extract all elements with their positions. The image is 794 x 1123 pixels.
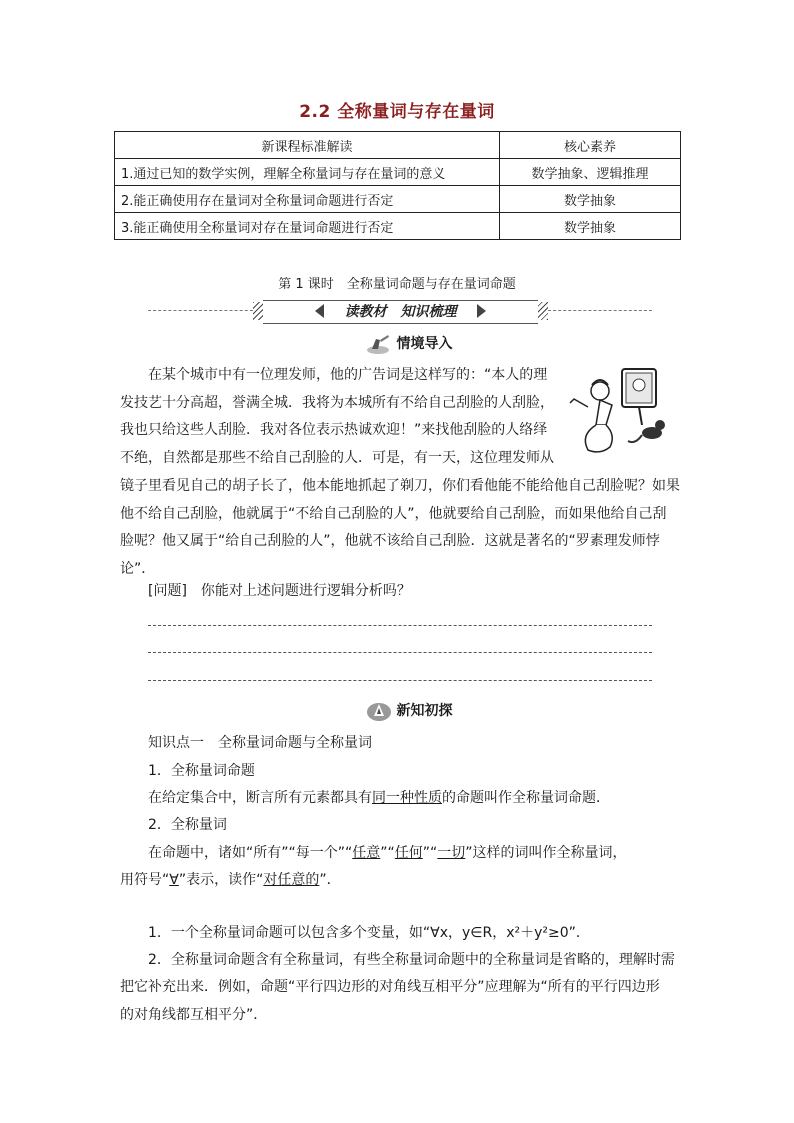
story-line: 他不给自己刮脸，他就属于“不给自己刮脸的人”，他就要给自己刮脸，而如果他给自己刮 — [120, 506, 667, 522]
story-line: 镜子里看见自己的胡子长了，他本能地抓起了剃刀，你们看他能不能给他自己刮脸呢？如果 — [120, 478, 680, 494]
table-row — [115, 159, 681, 186]
underlined-term: 任意 — [352, 845, 381, 861]
section-banner — [148, 298, 652, 324]
section-heading-scenario — [366, 333, 452, 355]
story-line: 我也只给这些人刮脸．我对各位表示热诚欢迎！”来找他刮脸的人络绎 — [120, 422, 548, 438]
definition-text: 用符号“∀”表示，读作“对任意的”． — [120, 872, 341, 888]
banner-left-dashline — [148, 310, 258, 311]
story-line: 不绝，自然都是那些不给自己刮脸的人．可是，有一天，这位理发师从 — [120, 450, 554, 466]
table-cell-standard: 3.能正确使用全称量词对存在量词命题进行否定 — [115, 213, 500, 240]
definition-text: 在命题中，诸如“所有”“每一个”“任意”“任何”“一切”这样的词叫作全称量词， — [148, 845, 627, 861]
definition-text: 在给定集合中，断言所有元素都具有同一种性质的命题叫作全称量词命题． — [148, 790, 610, 806]
table-cell-literacy: 数学抽象、逻辑推理 — [500, 159, 681, 186]
underlined-term: 对任意的 — [263, 872, 320, 888]
underlined-term: 同一种性质 — [372, 790, 442, 806]
note-text: 的对角线都互相平分”． — [120, 1007, 268, 1023]
section-title: 情境导入 — [396, 336, 453, 352]
table-row — [115, 213, 681, 240]
page-title: 2.2 全称量词与存在量词 — [299, 102, 495, 122]
table-header-literacy: 核心素养 — [500, 132, 681, 159]
table-header-standard: 新课程标准解读 — [115, 132, 500, 159]
banner-right-dashline — [543, 310, 652, 311]
sub-heading: 2．全称量词 — [148, 817, 227, 833]
underlined-term: ∀ — [169, 872, 179, 888]
underlined-term: 任何 — [394, 845, 423, 861]
standards-table — [114, 131, 681, 240]
pen-nib-icon — [366, 700, 392, 722]
answer-line — [148, 625, 652, 626]
underlined-term: 一切 — [437, 845, 466, 861]
section-title: 新知初探 — [396, 703, 453, 719]
sub-heading: 1．全称量词命题 — [148, 763, 255, 779]
table-cell-literacy: 数学抽象 — [500, 186, 681, 213]
knowledge-point-heading: 知识点一 全称量词命题与全称量词 — [148, 735, 372, 751]
writing-hand-icon — [366, 333, 392, 355]
story-line: 脸呢？他又属于“给自己刮脸的人”，他就不该给自己刮脸．这就是著名的“罗素理发师悖 — [120, 533, 660, 549]
table-header-row — [115, 132, 681, 159]
question-prompt: [问题] 你能对上述问题进行逻辑分析吗？ — [148, 583, 411, 599]
table-row — [115, 186, 681, 213]
banner-box — [253, 298, 548, 324]
table-cell-standard: 2.能正确使用存在量词对全称量词命题进行否定 — [115, 186, 500, 213]
section-heading-new-knowledge — [366, 700, 452, 722]
table-cell-standard: 1.通过已知的数学实例，理解全称量词与存在量词的意义 — [115, 159, 500, 186]
banner-label: 读教材 知识梳理 — [344, 304, 457, 320]
story-line: 论”． — [120, 561, 156, 577]
story-line: 发技艺十分高超，誉满全城．我将为本城所有不给自己刮脸的人刮脸， — [120, 395, 554, 411]
answer-line — [148, 680, 652, 681]
barber-illustration — [560, 355, 680, 460]
note-text: 2．全称量词命题含有全称量词，有些全称量词命题中的全称量词是省略的，理解时需 — [148, 952, 675, 968]
table-cell-literacy: 数学抽象 — [500, 213, 681, 240]
answer-line — [148, 652, 652, 653]
lesson-title: 第 1 课时 全称量词命题与存在量词命题 — [278, 277, 516, 292]
story-line: 在某个城市中有一位理发师，他的广告词是这样写的：“本人的理 — [148, 367, 548, 383]
note-text: 1．一个全称量词命题可以包含多个变量，如“∀x，y∈R，x²＋y²≥0”． — [148, 925, 590, 941]
note-text: 把它补充出来．例如，命题“平行四边形的对角线互相平分”应理解为“所有的平行四边形 — [120, 979, 660, 995]
